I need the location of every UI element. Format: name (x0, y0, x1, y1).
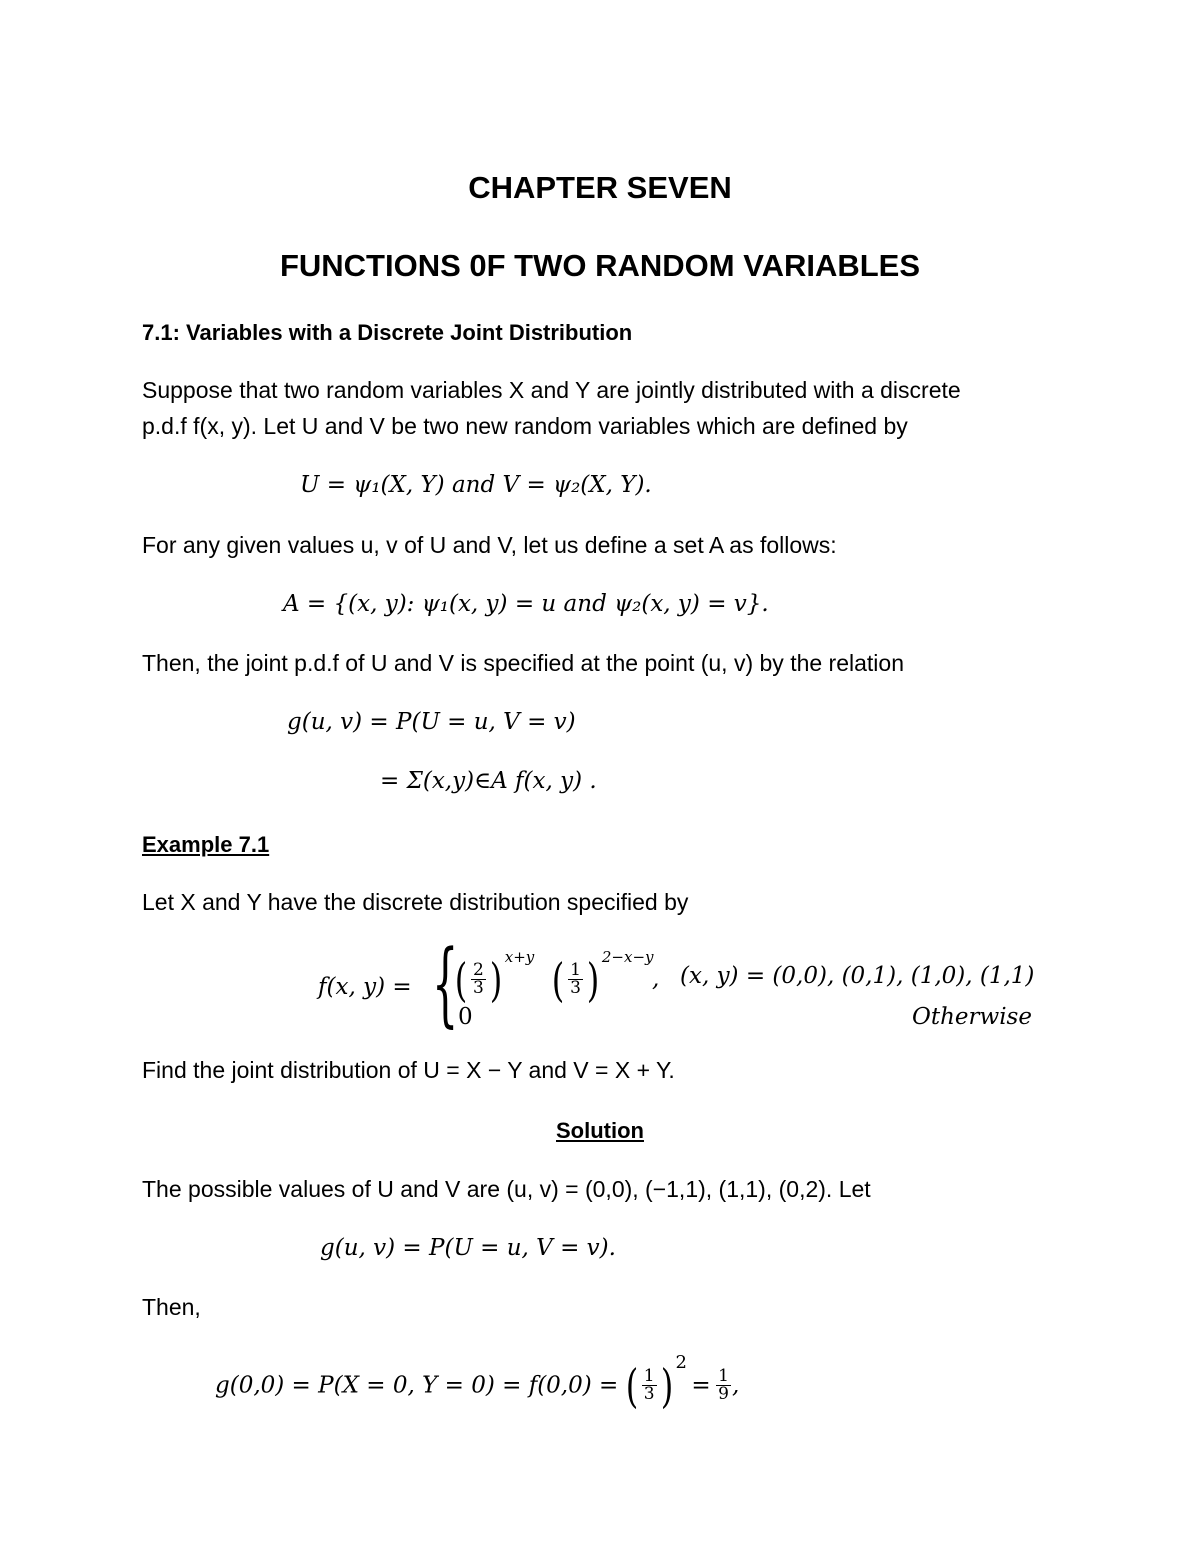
section-heading: 7.1: Variables with a Discrete Joint Distribution (142, 320, 633, 345)
equation-g-sum: = Σ(x,y)∈A f(x, y) . (380, 768, 597, 794)
pdf-lhs: f(x, y) = (318, 974, 412, 1000)
pdf-case-2-condition: Otherwise (912, 1004, 1032, 1030)
pdf-case-1-expression: ( $\frac{2}{3}$ ) $^{x+y}$ ( $\frac{1}{3}$ ) $^{2-x-y}$ (454, 948, 654, 1007)
chapter-subtitle: FUNCTIONS 0F TWO RANDOM VARIABLES (279, 248, 921, 283)
example-heading: Example 7.1 (142, 832, 270, 857)
fraction-one-third: $\frac{1}{3}$ (570, 960, 581, 999)
solution-then: Then, (142, 1294, 201, 1320)
joint-pdf-intro: Then, the joint p.d.f of U and V is specified at the point (u, v) by the relation (142, 650, 904, 676)
equation-g-def: g(u, v) = P(U = u, V = v) (287, 709, 576, 735)
pdf-case-2-value: 0 (458, 1004, 473, 1030)
piecewise-brace: { (432, 930, 459, 1037)
solution-heading: Solution (556, 1118, 644, 1143)
pdf-case-1-condition: (x, y) = (0,0), (0,1), (1,0), (1,1) (680, 963, 1035, 989)
exponent-x-plus-y: x+y (504, 948, 535, 966)
intro-line-2: p.d.f f(x, y). Let U and V be two new random variables which are defined by (142, 413, 908, 439)
exponent-two-minus-x-minus-y: 2−x−y (601, 948, 654, 966)
pdf-case-1-separator: , (652, 966, 660, 992)
exponent-two: 2 (675, 1352, 687, 1373)
example-task: Find the joint distribution of U = X − Y and V = X + Y. (142, 1057, 675, 1083)
equation-set-a: A = {(x, y): ψ₁(x, y) = u and ψ₂(x, y) = v}. (283, 591, 769, 617)
fraction-two-thirds: $\frac{2}{3}$ (472, 960, 484, 999)
fraction-one-third-squared: $\frac{1}{3}$ (643, 1366, 655, 1405)
solution-equation-g: g(u, v) = P(U = u, V = v). (320, 1235, 616, 1261)
intro-line-1: Suppose that two random variables X and Y are jointly distributed with a discrete (142, 377, 961, 403)
solution-equation-g00: g(0,0) = P(X = 0, Y = 0) = f(0,0) = ( $\frac{1}{3}$ ) $^2$ = $\frac{1}{9}$ , (215, 1352, 740, 1413)
solution-line-1: The possible values of U and V are (u, v) = (0,0), (−1,1), (1,1), (0,2). Let (142, 1176, 871, 1202)
chapter-title: CHAPTER SEVEN (468, 170, 732, 205)
equation-u-v: U = ψ₁(X, Y) and V = ψ₂(X, Y). (300, 472, 652, 498)
fraction-one-ninth: $\frac{1}{9}$ (718, 1366, 729, 1405)
set-intro: For any given values u, v of U and V, let us define a set A as follows: (142, 532, 837, 558)
example-statement: Let X and Y have the discrete distribution specified by (142, 889, 689, 915)
